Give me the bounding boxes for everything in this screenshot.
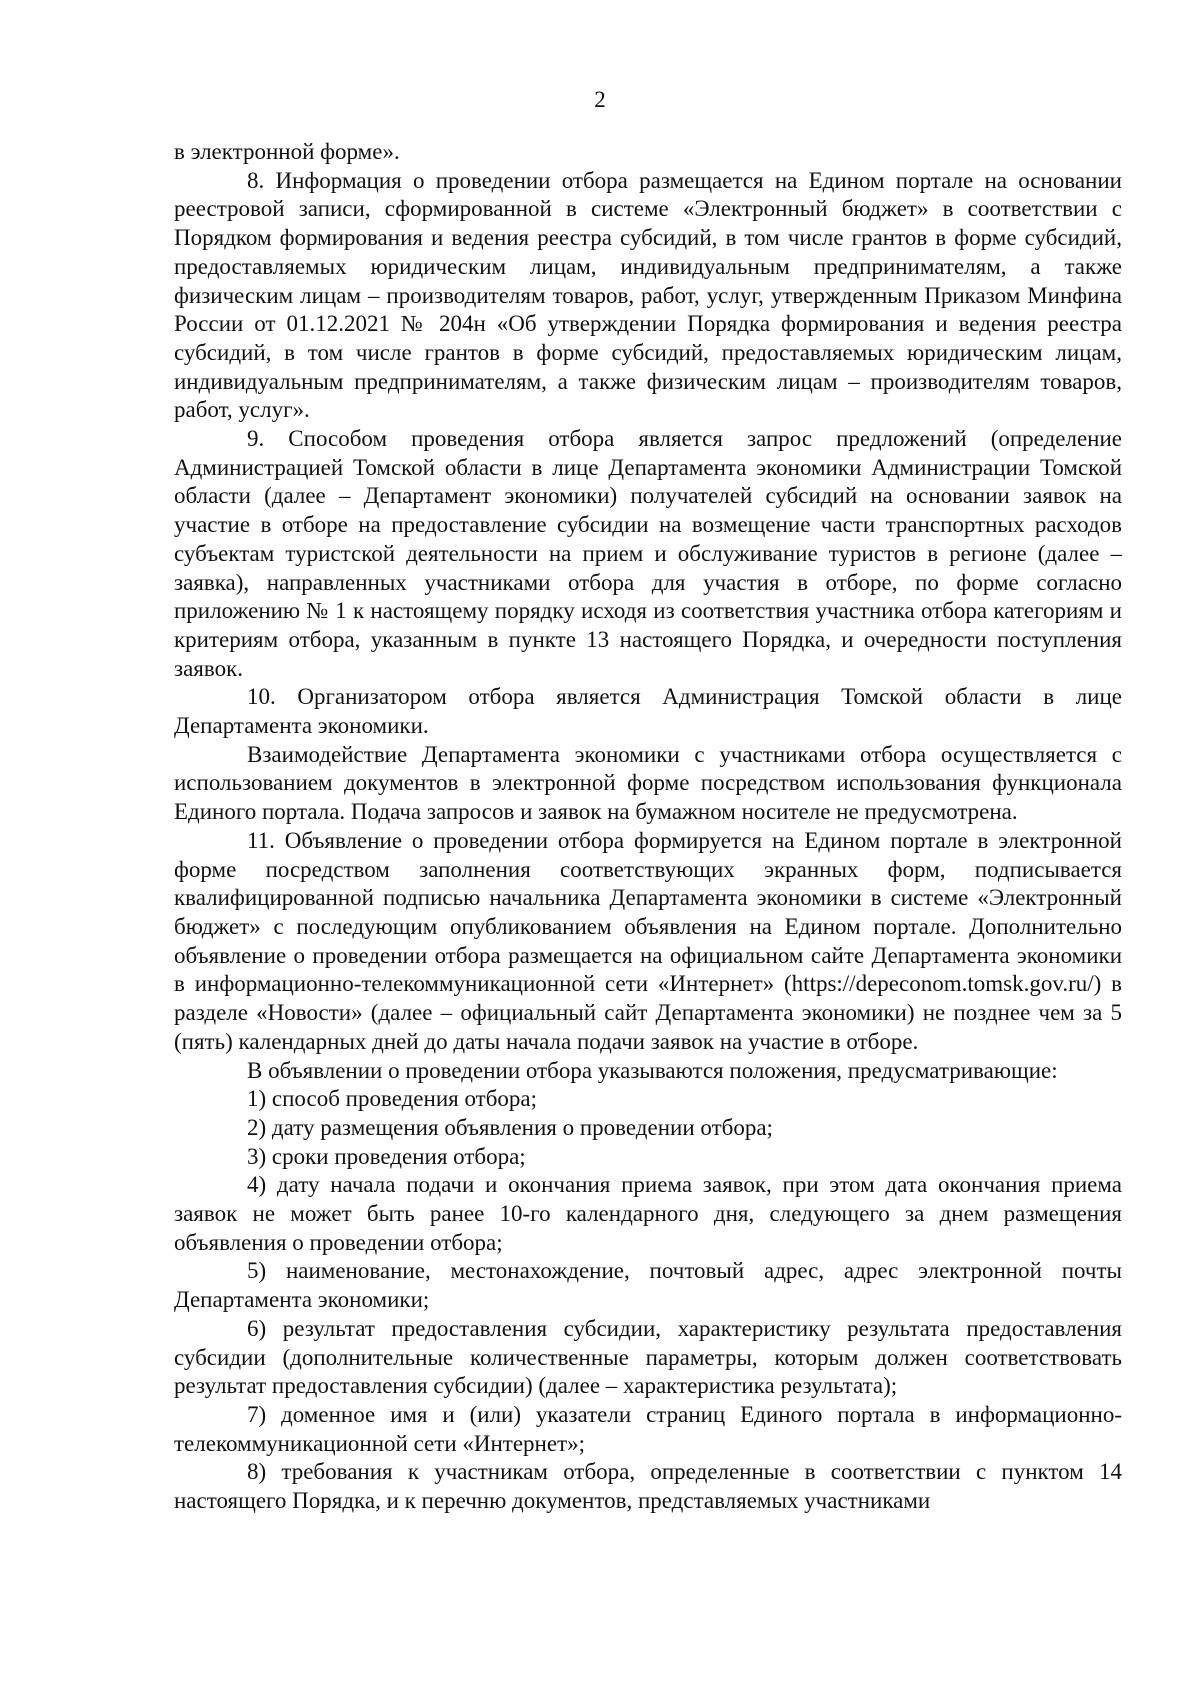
paragraph: 8. Информация о проведении отбора размещается на Едином портале на основании реестровой записи, сформированной в системе «Электронный бюджет» в соответствии с Порядком формирования и ведения реестра субсидий, в том числе грантов в форме субсидий, предоставляемых юридическим лицам, индивидуальным предпринимателям, а также физическим лицам – производителям товаров, работ, услуг, утвержденным Приказом Минфина России от 01.12.2021 № 204н «Об утверждении Порядка формирования и ведения реестра субсидий, в том числе грантов в форме субсидий, предоставляемых юридическим лицам, индивидуальным предпринимателям, а также физическим лицам – производителям товаров, работ, услуг». xyxy=(174,167,1122,423)
page-number: 2 xyxy=(594,87,606,112)
paragraph: 7) доменное имя и (или) указатели страниц Единого портала в информационно-телекоммуникационной сети «Интернет»; xyxy=(174,1401,1122,1456)
paragraph: Взаимодействие Департамента экономики с участниками отбора осуществляется с использованием документов в электронной форме посредством использования функционала Единого портала. Подача запросов и заявок на бумажном носителе не предусмотрена. xyxy=(174,741,1122,825)
paragraph: 9. Способом проведения отбора является запрос предложений (определение Администрацией Томской области в лице Департамента экономики Администрации Томской области (далее – Департамент экономики) получателей субсидий на основании заявок на участие в отборе на предоставление субсидии на возмещение части транспортных расходов субъектам туристской деятельности на прием и обслуживание туристов в регионе (далее – заявка), направленных участниками отбора для участия в отборе, по форме согласно приложению № 1 к настоящему порядку исходя из соответствия участника отбора категориям и критериям отбора, указанным в пункте 13 настоящего Порядка, и очередности поступления заявок. xyxy=(174,426,1122,681)
paragraph: 6) результат предоставления субсидии, характеристику результата предоставления субсидии (дополнительные количественные параметры, которым должен соответствовать результат предоставления субсидии) (далее – характеристика результата); xyxy=(174,1315,1122,1399)
paragraph: 5) наименование, местонахождение, почтовый адрес, адрес электронной почты Департамента экономики; xyxy=(174,1258,1122,1313)
paragraph: 2) дату размещения объявления о проведении отбора; xyxy=(247,1114,773,1140)
paragraph: В объявлении о проведении отбора указываются положения, предусматривающие: xyxy=(247,1057,1058,1083)
paragraph: 3) сроки проведения отбора; xyxy=(247,1143,526,1169)
paragraph: 8) требования к участникам отбора, определенные в соответствии с пунктом 14 настоящего Порядка, и к перечню документов, представляемых участниками xyxy=(174,1459,1122,1514)
document-body xyxy=(174,138,1122,1516)
paragraph: 1) способ проведения отбора; xyxy=(247,1086,538,1112)
paragraph: 10. Организатором отбора является Администрация Томской области в лице Департамента экономики. xyxy=(174,684,1122,739)
paragraph: 4) дату начала подачи и окончания приема заявок, при этом дата окончания приема заявок не может быть ранее 10-го календарного дня, следующего за днем размещения объявления о проведении отбора; xyxy=(174,1172,1122,1255)
paragraph: 11. Объявление о проведении отбора формируется на Едином портале в электронной форме посредством заполнения соответствующих экранных форм, подписывается квалифицированной подписью начальника Департамента экономики в системе «Электронный бюджет» с последующим опубликованием объявления на Едином портале. Дополнительно объявление о проведении отбора размещается на официальном сайте Департамента экономики в информационно-телекоммуникационной сети «Интернет» (https://depeconom.tomsk.gov.ru/) в разделе «Новости» (далее – официальный сайт Департамента экономики) не позднее чем за 5 (пять) календарных дней до даты начала подачи заявок на участие в отборе. xyxy=(174,827,1122,1054)
paragraph: в электронной форме». xyxy=(174,139,400,164)
